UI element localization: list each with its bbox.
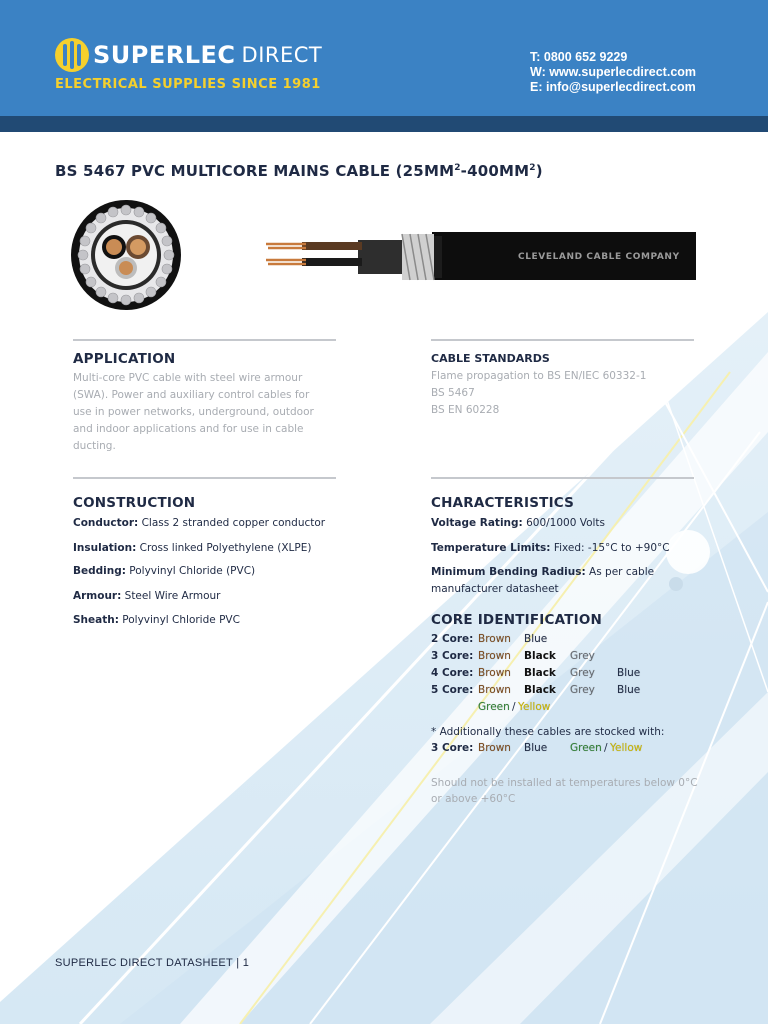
standards-text: Flame propagation to BS EN/IEC 60332-1 BS 5467 BS EN 60228	[431, 370, 647, 416]
spec-bending-radius: Minimum Bending Radius: As per cable manufacturer datasheet	[431, 566, 655, 595]
contact-website[interactable]: W: www.superlecdirect.com	[530, 65, 697, 79]
divider-application	[73, 339, 336, 341]
header-band	[0, 116, 768, 132]
contact-block	[530, 50, 696, 95]
brand-subname: DIRECT	[241, 43, 323, 67]
spec-voltage: Voltage Rating: 600/1000 Volts	[431, 517, 606, 529]
spec-armour: Armour: Steel Wire Armour	[73, 590, 221, 602]
divider-characteristics	[431, 477, 694, 479]
application-text: Multi-core PVC cable with steel wire armour (SWA). Power and auxiliary control cables for use in power networks, underground, outdoor and indoor applications and for use in cable ducting.	[73, 372, 314, 452]
installation-note: Should not be installed at temperatures below 0°C or above +60°C	[431, 777, 698, 805]
construction-heading: CONSTRUCTION	[73, 495, 196, 511]
application-heading: APPLICATION	[73, 351, 176, 367]
superlec-logo	[55, 38, 322, 72]
spec-bedding: Bedding: Polyvinyl Chloride (PVC)	[73, 565, 256, 577]
bolt-logo-icon	[55, 38, 89, 72]
spec-temperature: Temperature Limits: Fixed: -15°C to +90°C	[431, 542, 670, 554]
contact-phone[interactable]: T: 0800 652 9229	[530, 50, 628, 64]
cable-side-view-image	[262, 222, 696, 286]
page-footer: SUPERLEC DIRECT DATASHEET | 1	[55, 957, 250, 969]
spec-sheath: Sheath: Polyvinyl Chloride PVC	[73, 614, 240, 626]
contact-email[interactable]: E: info@superlecdirect.com	[530, 80, 696, 94]
divider-construction	[73, 477, 336, 479]
core-identification-heading: CORE IDENTIFICATION	[431, 612, 603, 628]
standards-heading: CABLE STANDARDS	[431, 352, 550, 365]
divider-standards	[431, 339, 694, 341]
page-title: BS 5467 PVC MULTICORE MAINS CABLE $(25MM^2-400MM^2)$	[55, 162, 543, 180]
brand-name: SUPERLEC	[93, 41, 236, 69]
characteristics-heading: CHARACTERISTICS	[431, 495, 575, 511]
additional-stock-note: * Additionally these cables are stocked with:	[431, 726, 665, 738]
cable-print-text: CLEVELAND CABLE COMPANY	[518, 252, 680, 262]
tagline: ELECTRICAL SUPPLIES SINCE 1981	[55, 77, 321, 92]
cable-cross-section-image	[66, 198, 186, 312]
spec-conductor: Conductor: Class 2 stranded copper conductor	[73, 517, 326, 529]
spec-insulation: Insulation: Cross linked Polyethylene (XLPE)	[73, 542, 312, 554]
